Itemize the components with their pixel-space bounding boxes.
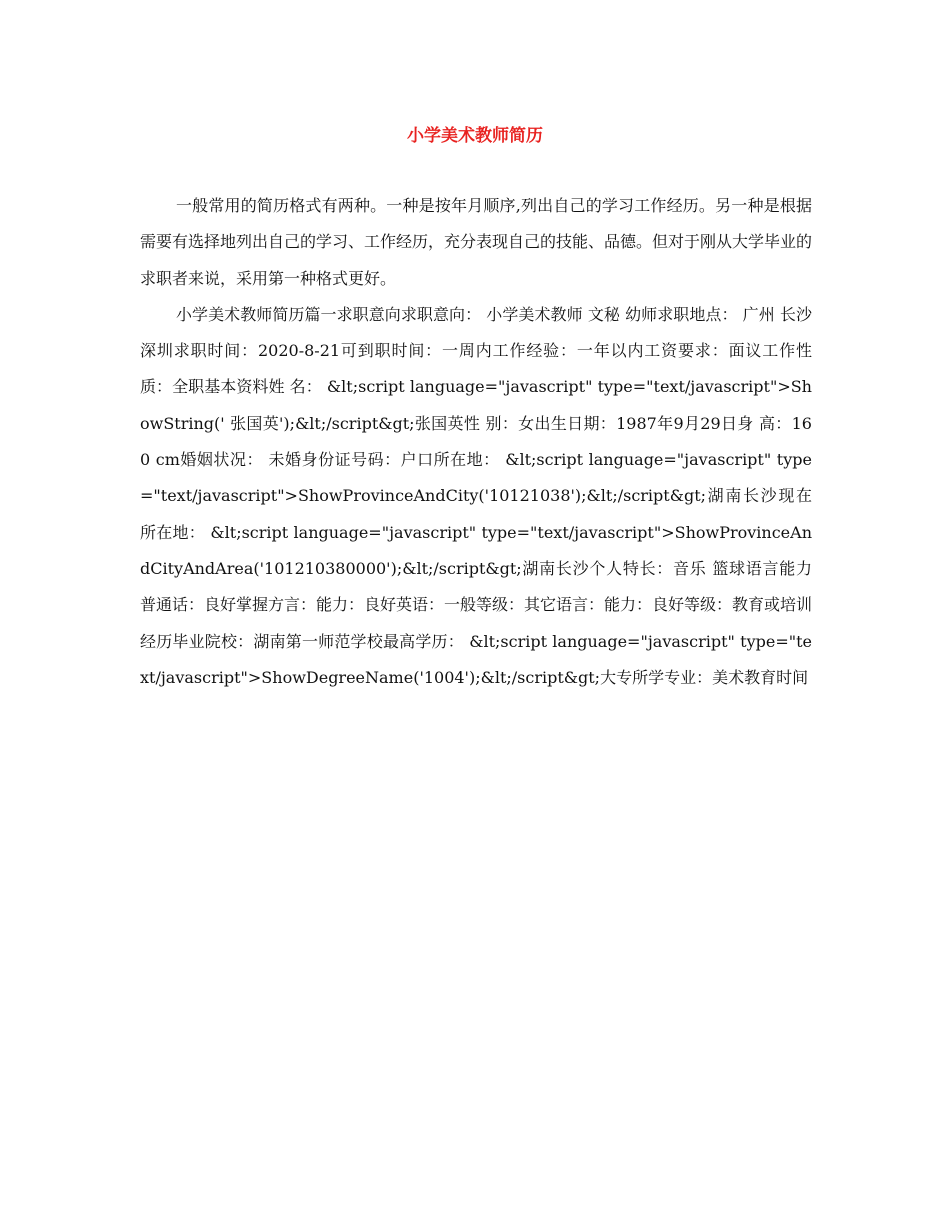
resume-paragraph: 小学美术教师简历篇一求职意向求职意向： 小学美术教师 文秘 幼师求职地点： 广州 长沙 深圳求职时间：2020-8-21可到职时间：一周内工作经验：一年以内工资要求：面议工作性质：全职基本资料姓 名： &lt;script language="javascript" type="text/javascript">ShowString(' 张国英');&lt;/script&gt;张国英性 别：女出生日期：1987年9月29日身 高：160 cm婚姻状况： 未婚身份证号码：户口所在地： &lt;script language="javascript" type="text/javascript">ShowProvinceAndCity('10121038');&lt;/script&gt;湖南长沙现在所在地： &lt;script language="javascript" type="text/javascript">ShowProvinceAndCityAndArea('101210380000');&lt;/script&gt;湖南长沙个人特长：音乐 篮球语言能力普通话：良好掌握方言：能力：良好英语：一般等级：其它语言：能力：良好等级：教育或培训经历毕业院校：湖南第一师范学校最高学历： &lt;script language="javascript" type="text/javascript">ShowDegreeName('1004');&lt;/script&gt;大专所学专业：美术教育时间 <box>140 304 813 687</box>
intro-paragraph: 一般常用的简历格式有两种。一种是按年月顺序,列出自己的学习工作经历。另一种是根据需要有选择地列出自己的学习、工作经历，充分表现自己的技能、品德。但对于刚从大学毕业的求职者来说，采用第一种格式更好。 <box>140 196 813 288</box>
document-title: 小学美术教师简历 <box>407 126 543 146</box>
document-body <box>140 188 812 696</box>
